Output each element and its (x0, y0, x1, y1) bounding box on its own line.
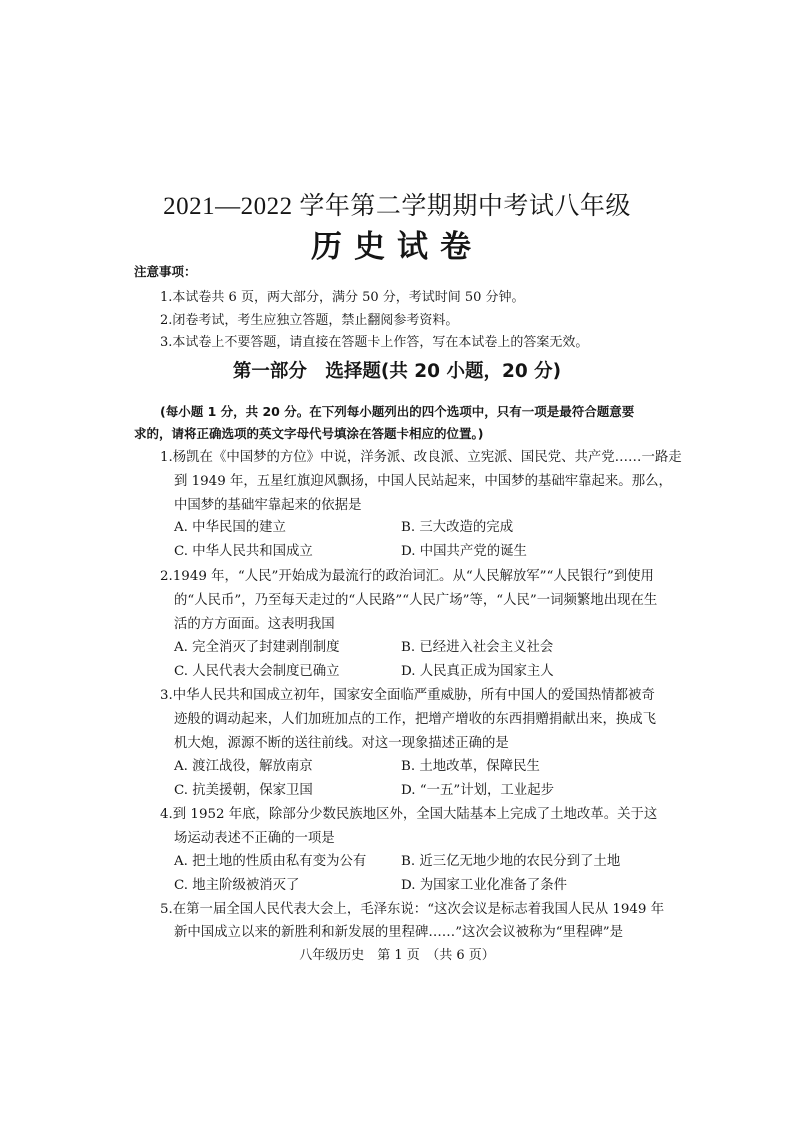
question-2-line: 2.1949 年，“人民”开始成为最流行的政治词汇。从“人民解放军”“人民银行”到使用 (160, 569, 654, 584)
question-4-line: 场运动表述不正确的一项是 (174, 831, 335, 846)
question-3-line: 机大炮，源源不断的送往前线。对这一现象描述正确的是 (174, 736, 509, 751)
question-1-option-d: D. 中国共产党的诞生 (401, 544, 527, 559)
question-2-option-d: D. 人民真正成为国家主人 (401, 664, 554, 679)
question-4-option-d: D. 为国家工业化准备了条件 (401, 878, 568, 893)
question-3-line: 3.中华人民共和国成立初年，国家安全面临严重威胁，所有中国人的爱国热情都被奇 (160, 688, 655, 703)
question-4-option-a: A. 把土地的性质由私有变为公有 (174, 854, 367, 869)
question-1-line: 1.杨凯在《中国梦的方位》中说，洋务派、改良派、立宪派、国民党、共产党……一路走 (160, 450, 682, 465)
notice-item: 3.本试卷上不要答题，请直接在答题卡上作答，写在本试卷上的答案无效。 (160, 335, 589, 350)
exam-title: 2021—2022 学年第二学期期中考试八年级 (163, 193, 631, 220)
question-1-option-c: C. 中华人民共和国成立 (174, 544, 313, 559)
question-5-line: 5.在第一届全国人民代表大会上，毛泽东说：“这次会议是标志着我国人民从 1949 年 (160, 902, 665, 917)
question-4-option-c: C. 地主阶级被消灭了 (174, 878, 300, 893)
question-2-option-b: B. 已经进入社会主义社会 (401, 640, 554, 655)
notice-item: 2.闭卷考试，考生应独立答题，禁止翻阅参考资料。 (160, 313, 459, 328)
question-1-option-b: B. 三大改造的完成 (401, 520, 514, 535)
question-2-option-a: A. 完全消灭了封建剥削制度 (174, 640, 340, 655)
notice-heading: 注意事项： (134, 264, 197, 279)
question-4-line: 4.到 1952 年底，除部分少数民族地区外，全国大陆基本上完成了土地改革。关于这 (160, 807, 658, 822)
question-1-line: 到 1949 年，五星红旗迎风飘扬，中国人民站起来，中国梦的基础牢靠起来。那么， (174, 474, 672, 489)
question-2-line: 活的方方面面。这表明我国 (174, 617, 335, 632)
subject-title: 历史试卷 (311, 229, 483, 264)
question-3-option-d: D. “一五”计划，工业起步 (401, 783, 554, 798)
question-1-line: 中国梦的基础牢靠起来的依据是 (174, 498, 362, 513)
section-instructions: (每小题 1 分，共 20 分。在下列每小题列出的四个选项中，只有一项是最符合题意要 (160, 404, 635, 419)
question-3-option-a: A. 渡江战役，解放南京 (174, 759, 313, 774)
question-3-option-b: B. 土地改革，保障民生 (401, 759, 540, 774)
page-footer: 八年级历史 第 1 页 （共 6 页） (299, 948, 495, 963)
question-2-option-c: C. 人民代表大会制度已确立 (174, 664, 340, 679)
question-4-option-b: B. 近三亿无地少地的农民分到了土地 (401, 854, 621, 869)
question-1-option-a: A. 中华民国的建立 (174, 520, 286, 535)
section-title: 第一部分 选择题(共 20 小题，20 分) (232, 361, 562, 382)
question-2-line: 的“人民币”，乃至每天走过的“人民路”“人民广场”等，“人民”一词频繁地出现在生 (174, 593, 658, 608)
question-3-option-c: C. 抗美援朝，保家卫国 (174, 783, 313, 798)
notice-item: 1.本试卷共 6 页，两大部分，满分 50 分，考试时间 50 分钟。 (160, 290, 525, 305)
question-5-line: 新中国成立以来的新胜利和新发展的里程碑……”这次会议被称为“里程碑”是 (174, 925, 624, 940)
section-instructions: 求的，请将正确选项的英文字母代号填涂在答题卡相应的位置。) (134, 426, 484, 441)
question-3-line: 迹般的调动起来，人们加班加点的工作，把增产增收的东西捐赠捐献出来，换成飞 (174, 712, 657, 727)
